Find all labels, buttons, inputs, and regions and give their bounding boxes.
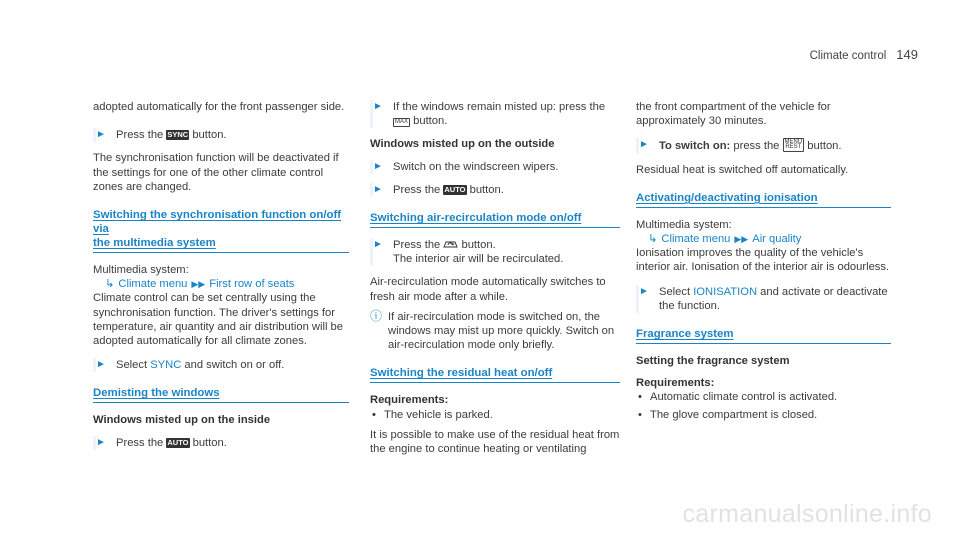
- requirements-list: [636, 390, 891, 421]
- section-heading-sync: Switching the synchronisation function on/off via the multimedia system: [93, 208, 349, 253]
- list-item: • The glove compartment is closed.: [636, 408, 891, 422]
- step-arrow-icon: ►: [96, 359, 106, 371]
- multimedia-label: Multimedia system:: [636, 218, 732, 231]
- page-header: [810, 48, 918, 63]
- step-press-recirculation: ► Press the button. The interior air will be recirculated.: [370, 238, 620, 266]
- paragraph: It is possible to make use of the residual heat from the engine to continue heating or ventilating: [370, 428, 620, 456]
- column-3: [636, 100, 891, 428]
- section-heading-recirculation: Switching air-recirculation mode on/off: [370, 211, 620, 228]
- path-separator-icon: ▶▶: [191, 279, 206, 290]
- column-2: [370, 100, 620, 456]
- info-icon: ⓘ: [370, 308, 383, 323]
- step-arrow-icon: ►: [373, 183, 383, 195]
- step-switch-on: ► To switch on: press the MENU REST button.: [636, 138, 891, 153]
- step-arrow-icon: ►: [373, 239, 383, 251]
- menu-path: ↳ Climate menu ▶▶ First row of seats: [105, 278, 295, 291]
- section-heading-ionisation: Activating/deactivating ionisation: [636, 191, 891, 208]
- section-heading-fragrance: Fragrance system: [636, 327, 891, 344]
- intro-text: adopted automatically for the front passenger side.: [93, 101, 345, 113]
- requirements-label: Requirements:: [636, 377, 715, 390]
- list-item: • Automatic climate control is activated.: [636, 390, 891, 404]
- subheading-outside: Windows misted up on the outside: [370, 138, 555, 151]
- section-heading-residual-heat: Switching the residual heat on/off: [370, 366, 620, 383]
- path-hook-icon: ↳: [105, 278, 115, 291]
- path-hook-icon: ↳: [648, 233, 658, 246]
- step-arrow-icon: ►: [96, 436, 106, 448]
- path-separator-icon: ▶▶: [734, 234, 749, 245]
- watermark: carmanualsonline.info: [682, 499, 932, 528]
- column-1: [93, 100, 349, 459]
- step-select-sync: ► Select SYNC and switch on or off.: [93, 358, 349, 372]
- step-arrow-icon: ►: [96, 129, 106, 141]
- step-arrow-icon: ►: [639, 285, 649, 297]
- list-item: • The vehicle is parked.: [370, 408, 620, 422]
- paragraph: the front compartment of the vehicle for approximately 30 minutes.: [636, 101, 831, 128]
- paragraph: Ionisation improves the quality of the vehicle's interior air. Ionisation of the interior air is odourless.: [636, 247, 890, 274]
- auto-key-icon: AUTO: [444, 184, 466, 194]
- step-wipers: ► Switch on the windscreen wipers.: [370, 160, 620, 174]
- subheading-inside: Windows misted up on the inside: [93, 414, 271, 427]
- auto-key-icon: AUTO: [167, 437, 189, 447]
- recirculation-icon: [443, 239, 458, 251]
- step-press-auto: ► Press the AUTO button.: [93, 436, 349, 450]
- step-press-max: ► If the windows remain misted up: press the MAX button.: [370, 100, 620, 128]
- paragraph: Residual heat is switched off automatically.: [636, 163, 849, 176]
- note: ⓘ If air-recirculation mode is switched on, the windows may mist up more quickly. Switch on air-recirculation mode only briefly.: [370, 308, 615, 352]
- step-press-sync: ► Press the SYNC button.: [93, 128, 349, 142]
- rest-key-icon: MENU REST: [784, 139, 803, 151]
- paragraph: Climate control can be set centrally using the synchronisation function. The driver's settings for temperature, air quantity and air distribution will be adopted automatically for all climate zones.: [93, 292, 343, 348]
- sync-key-icon: SYNC: [167, 130, 189, 140]
- step-press-auto: ► Press the AUTO button.: [370, 183, 620, 197]
- step-arrow-icon: ►: [373, 101, 383, 112]
- max-defrost-key-icon: MAX: [395, 119, 409, 126]
- paragraph: Air-recirculation mode automatically switches to fresh air mode after a while.: [370, 276, 606, 303]
- step-select-ionisation: ► Select IONISATION and activate or deactivate the function.: [636, 285, 891, 313]
- step-arrow-icon: ►: [373, 160, 383, 172]
- menu-path: ↳ Climate menu ▶▶ Air quality: [648, 233, 802, 246]
- requirements-label: Requirements:: [370, 394, 449, 407]
- page-number: 149: [896, 47, 918, 62]
- section-title: Climate control: [809, 50, 887, 62]
- step-arrow-icon: ►: [639, 139, 649, 151]
- paragraph: The synchronisation function will be deactivated if the settings for one of the other climate control zones are changed.: [93, 152, 339, 193]
- subheading-fragrance: Setting the fragrance system: [636, 355, 790, 368]
- multimedia-label: Multimedia system:: [93, 264, 189, 277]
- section-heading-demisting: Demisting the windows: [93, 386, 349, 403]
- requirements-list: [370, 408, 620, 422]
